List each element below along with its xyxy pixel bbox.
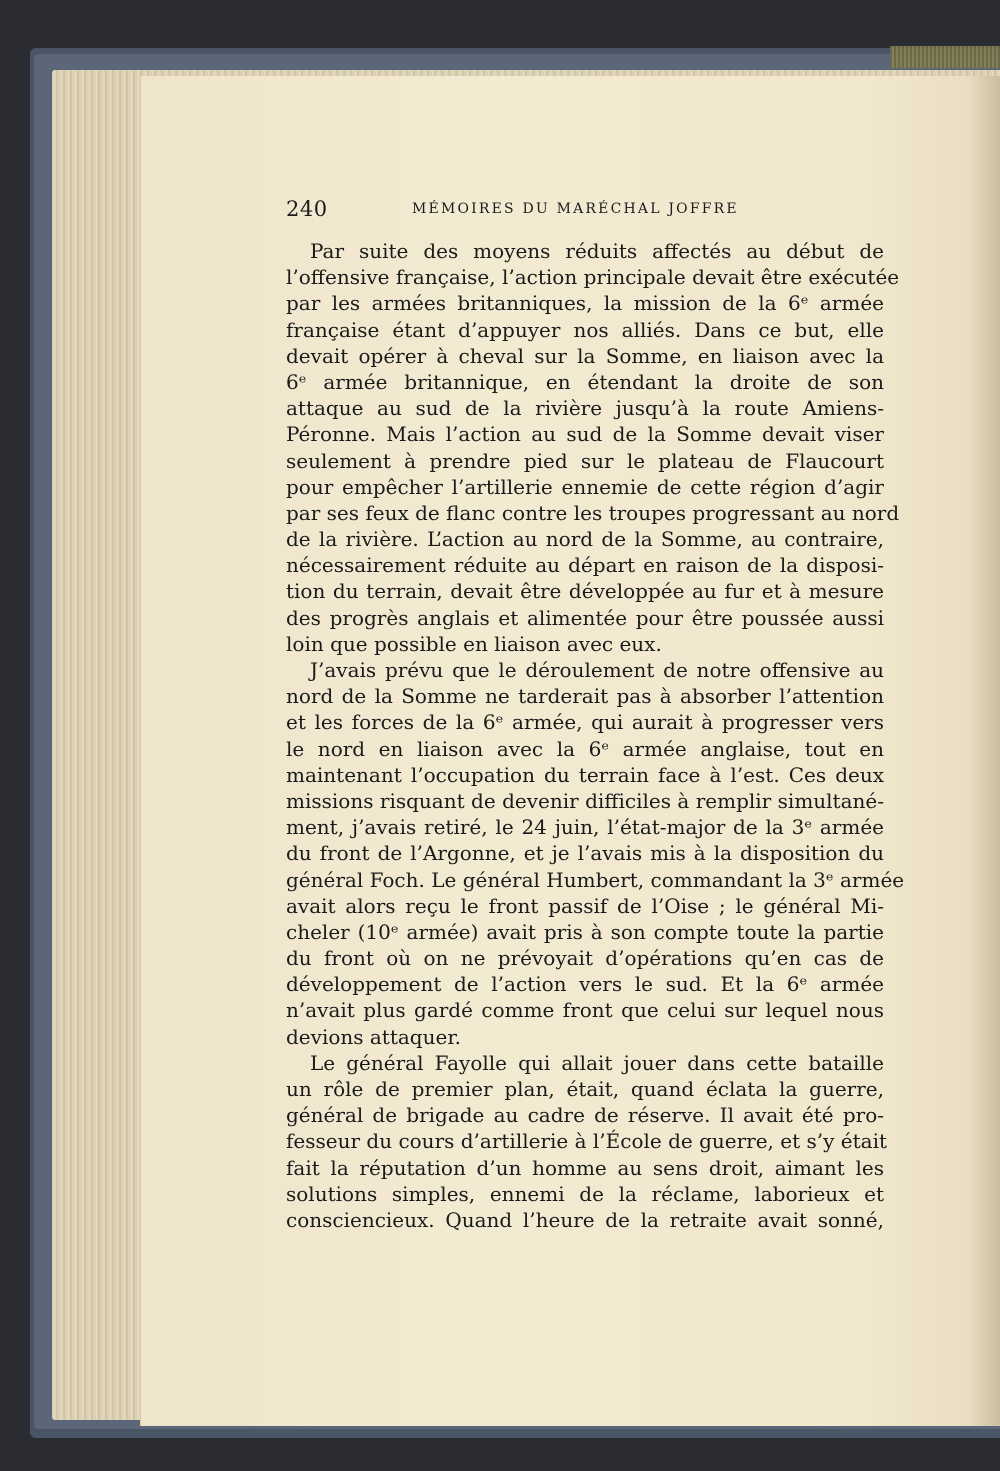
text-line: et les forces de la 6ᵉ armée, qui aurait à progresser vers [286,710,884,735]
running-title: MÉMOIRES DU MARÉCHAL JOFFRE [412,201,739,217]
text-line: Par suite des moyens réduits affectés au début de [310,239,884,263]
text-line: n’avait plus gardé comme front que celui sur lequel nous [286,998,884,1023]
text-line: attaque au sud de la rivière jusqu’à la route Amiens- [286,396,884,421]
page-gutter-shadow [968,76,1000,1426]
text-line: J’avais prévu que le déroulement de notre offensive au [310,658,884,682]
text-line: française étant d’appuyer nos alliés. Dans ce but, elle [286,317,884,342]
text-line: de la rivière. L’action au nord de la Somme, au contraire, [286,527,884,552]
text-line: ment, j’avais retiré, le 24 juin, l’état-major de la 3ᵉ armée [286,815,884,840]
text-line: un rôle de premier plan, était, quand éclata la guerre, [286,1077,884,1101]
text-line: fesseur du cours d’artillerie à l’École de guerre, et s’y était [286,1129,887,1154]
text-line: loin que possible en liaison avec eux. [286,631,662,656]
text-line: par les armées britanniques, la mission de la 6ᵉ armée [286,291,884,316]
text-line: nord de la Somme ne tarderait pas à absorber l’attention [286,684,884,709]
text-line: des progrès anglais et alimentée pour être poussée aussi [286,605,884,630]
text-line: général de brigade au cadre de réserve. Il avait été pro- [286,1103,884,1128]
text-line: Péronne. Mais l’action au sud de la Somme devait viser [286,422,884,447]
text-line: missions risquant de devenir difficiles à remplir simultané- [286,788,884,813]
text-line: nécessairement réduite au départ en raison de la disposi- [286,553,884,578]
body-text [286,238,905,1233]
text-line: pour empêcher l’artillerie ennemie de cette région d’agir [286,474,884,499]
text-line: devions attaquer. [286,1024,462,1049]
text-line: devait opérer à cheval sur la Somme, en liaison avec la [286,343,884,368]
text-line: seulement à prendre pied sur le plateau de Flaucourt [286,448,884,473]
text-line: tion du terrain, devait être développée au fur et à mesure [286,579,884,604]
text-line: Le général Fayolle qui allait jouer dans cette bataille [310,1050,884,1075]
text-line: 6ᵉ armée britannique, en étendant la droite de son [286,369,884,394]
text-line: avait alors reçu le front passif de l’Oise ; le général Mi- [286,893,884,918]
text-line: maintenant l’occupation du terrain face à l’est. Ces deux [286,762,884,787]
binding-strip [890,46,1000,68]
text-line: l’offensive française, l’action principale devait être exécutée [286,265,900,290]
text-line: du front où on ne prévoyait d’opérations qu’en cas de [286,946,884,971]
text-line: général Foch. Le général Humbert, commandant la 3ᵉ armée [286,867,905,892]
text-line: du front de l’Argonne, et je l’avais mis à la disposition du [286,841,884,866]
text-line: cheler (10ᵉ armée) avait pris à son compte toute la partie [286,919,884,944]
text-line: consciencieux. Quand l’heure de la retraite avait sonné, [286,1207,884,1232]
text-line: développement de l’action vers le sud. Et la 6ᵉ armée [286,972,884,997]
text-line: par ses feux de flanc contre les troupes progressant au nord [286,500,900,525]
page-header [286,197,760,227]
text-line: solutions simples, ennemi de la réclame, laborieux et [286,1181,884,1206]
page-number: 240 [286,197,328,221]
text-line: le nord en liaison avec la 6ᵉ armée anglaise, tout en [286,736,884,761]
text-line: fait la réputation d’un homme au sens droit, aimant les [286,1155,884,1180]
